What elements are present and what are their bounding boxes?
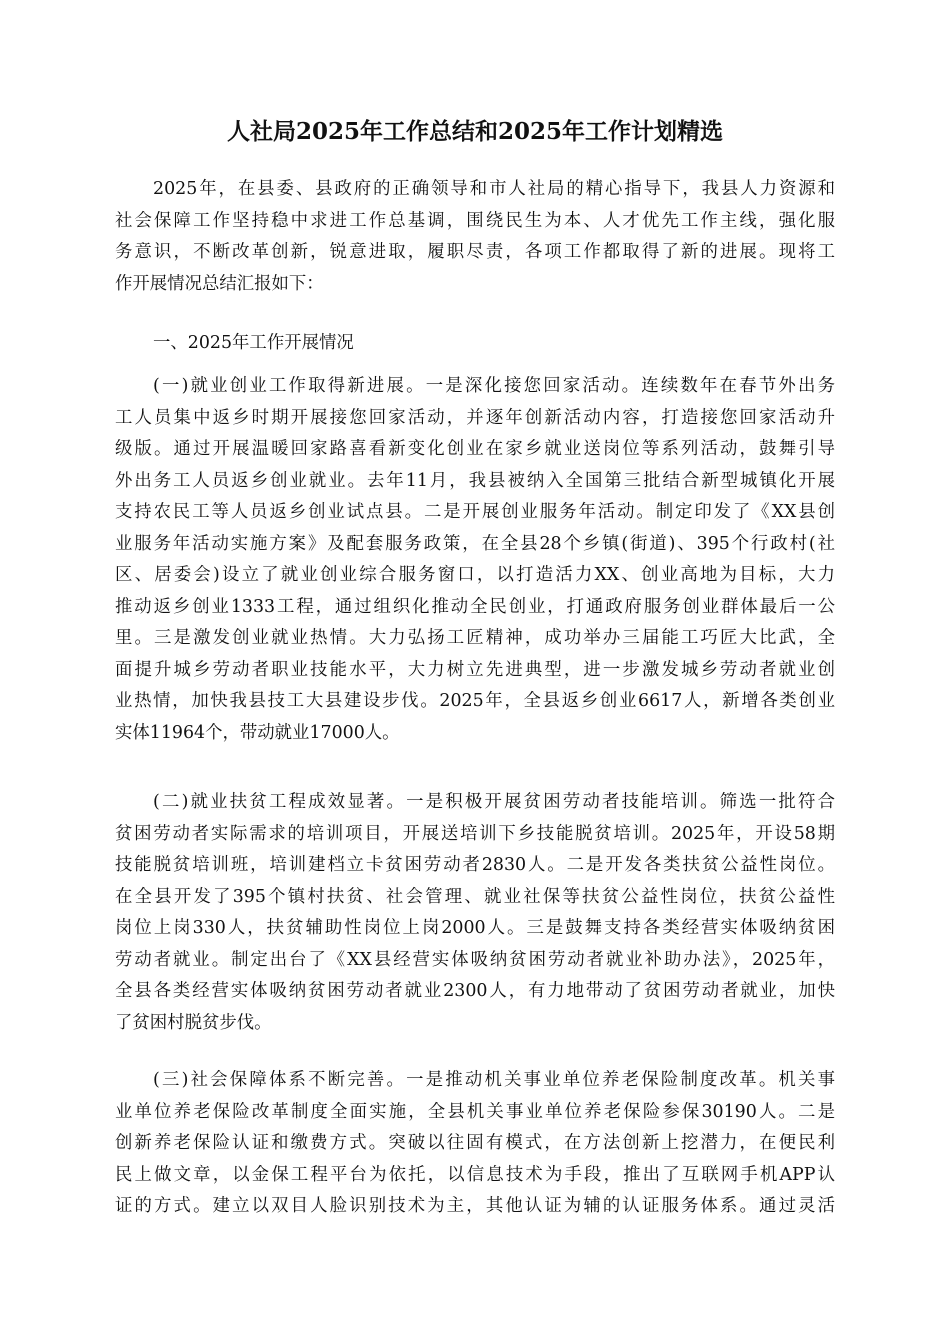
- section-heading: [115, 328, 835, 360]
- text-line: 里。三是激发创业就业热情。大力弘扬工匠精神，成功举办三届能工巧匠大比武，全: [115, 628, 835, 648]
- text-line: 业热情，加快我县技工大县建设步伐。2025年，全县返乡创业6617人，新增各类创业: [115, 691, 835, 711]
- text-line: 一、2025年工作开展情况: [153, 333, 354, 353]
- text-line: 工人员集中返乡时期开展接您回家活动，并逐年创新活动内容，打造接您回家活动升: [115, 407, 835, 428]
- text-line: 证的方式。建立以双目人脸识别技术为主，其他认证为辅的认证服务体系。通过灵活: [115, 1196, 835, 1216]
- paragraph-social-security: [115, 1065, 835, 1223]
- text-line: 业服务年活动实施方案》及配套服务政策，在全县28个乡镇(街道)、395个行政村(社: [115, 533, 835, 554]
- text-line: 区、居委会)设立了就业创业综合服务窗口，以打造活力XX、创业高地为目标，大力: [115, 565, 835, 585]
- text-line: 面提升城乡劳动者职业技能水平，大力树立先进典型，进一步激发城乡劳动者就业创: [115, 659, 835, 680]
- text-line: 贫困劳动者实际需求的培训项目，开展送培训下乡技能脱贫培训。2025年，开设58期: [115, 823, 835, 844]
- text-line: 实体11964个，带动就业17000人。: [115, 722, 400, 743]
- text-line: 推动返乡创业1333工程，通过组织化推动全民创业，打通政府服务创业群体最后一公: [115, 596, 835, 617]
- text-line: (三)社会保障体系不断完善。一是推动机关事业单位养老保险制度改革。机关事: [153, 1070, 835, 1090]
- text-line: 业单位养老保险改革制度全面实施，全县机关事业单位养老保险参保30190人。二是: [115, 1101, 835, 1122]
- text-line: 级版。通过开展温暖回家路喜看新变化创业在家乡就业送岗位等系列活动，鼓舞引导: [115, 439, 835, 459]
- text-line: 岗位上岗330人，扶贫辅助性岗位上岗2000人。三是鼓舞支持各类经营实体吸纳贫困: [115, 918, 835, 938]
- paragraph-employment: [115, 371, 835, 749]
- text-line: (二)就业扶贫工程成效显著。一是积极开展贫困劳动者技能培训。筛选一批符合: [153, 792, 835, 812]
- text-line: 社会保障工作坚持稳中求进工作总基调，围绕民生为本、人才优先工作主线，强化服: [115, 210, 835, 231]
- text-line: 创新养老保险认证和缴费方式。突破以往固有模式，在方法创新上挖潜力，在便民利: [115, 1133, 835, 1153]
- text-line: 技能脱贫培训班，培训建档立卡贫困劳动者2830人。二是开发各类扶贫公益性岗位。: [115, 855, 835, 875]
- paragraph-intro: [115, 174, 835, 300]
- text-line: 在全县开发了395个镇村扶贫、社会管理、就业社保等扶贫公益性岗位，扶贫公益性: [115, 886, 835, 907]
- text-line: 外出务工人员返乡创业就业。去年11月，我县被纳入全国第三批结合新型城镇化开展: [115, 470, 835, 491]
- text-line: 民上做文章，以金保工程平台为依托，以信息技术为手段，推出了互联网手机APP认: [115, 1164, 835, 1185]
- text-line: 支持农民工等人员返乡创业试点县。二是开展创业服务年活动。制定印发了《XX县创: [115, 502, 835, 522]
- document-title: 人社局2025年工作总结和2025年工作计划精选: [226, 118, 724, 145]
- text-line: 劳动者就业。制定出台了《XX县经营实体吸纳贫困劳动者就业补助办法》，2025年，: [115, 949, 835, 970]
- text-line: 全县各类经营实体吸纳贫困劳动者就业2300人，有力地带动了贫困劳动者就业，加快: [115, 981, 835, 1001]
- text-line: 2025年，在县委、县政府的正确领导和市人社局的精心指导下，我县人力资源和: [153, 179, 835, 199]
- text-line: (一)就业创业工作取得新进展。一是深化接您回家活动。连续数年在春节外出务: [153, 376, 835, 396]
- text-line: 作开展情况总结汇报如下：: [115, 273, 324, 294]
- paragraph-poverty-employment: [115, 787, 835, 1039]
- text-line: 了贫困村脱贫步伐。: [115, 1012, 272, 1033]
- text-line: 务意识，不断改革创新，锐意进取，履职尽责，各项工作都取得了新的进展。现将工: [115, 242, 835, 262]
